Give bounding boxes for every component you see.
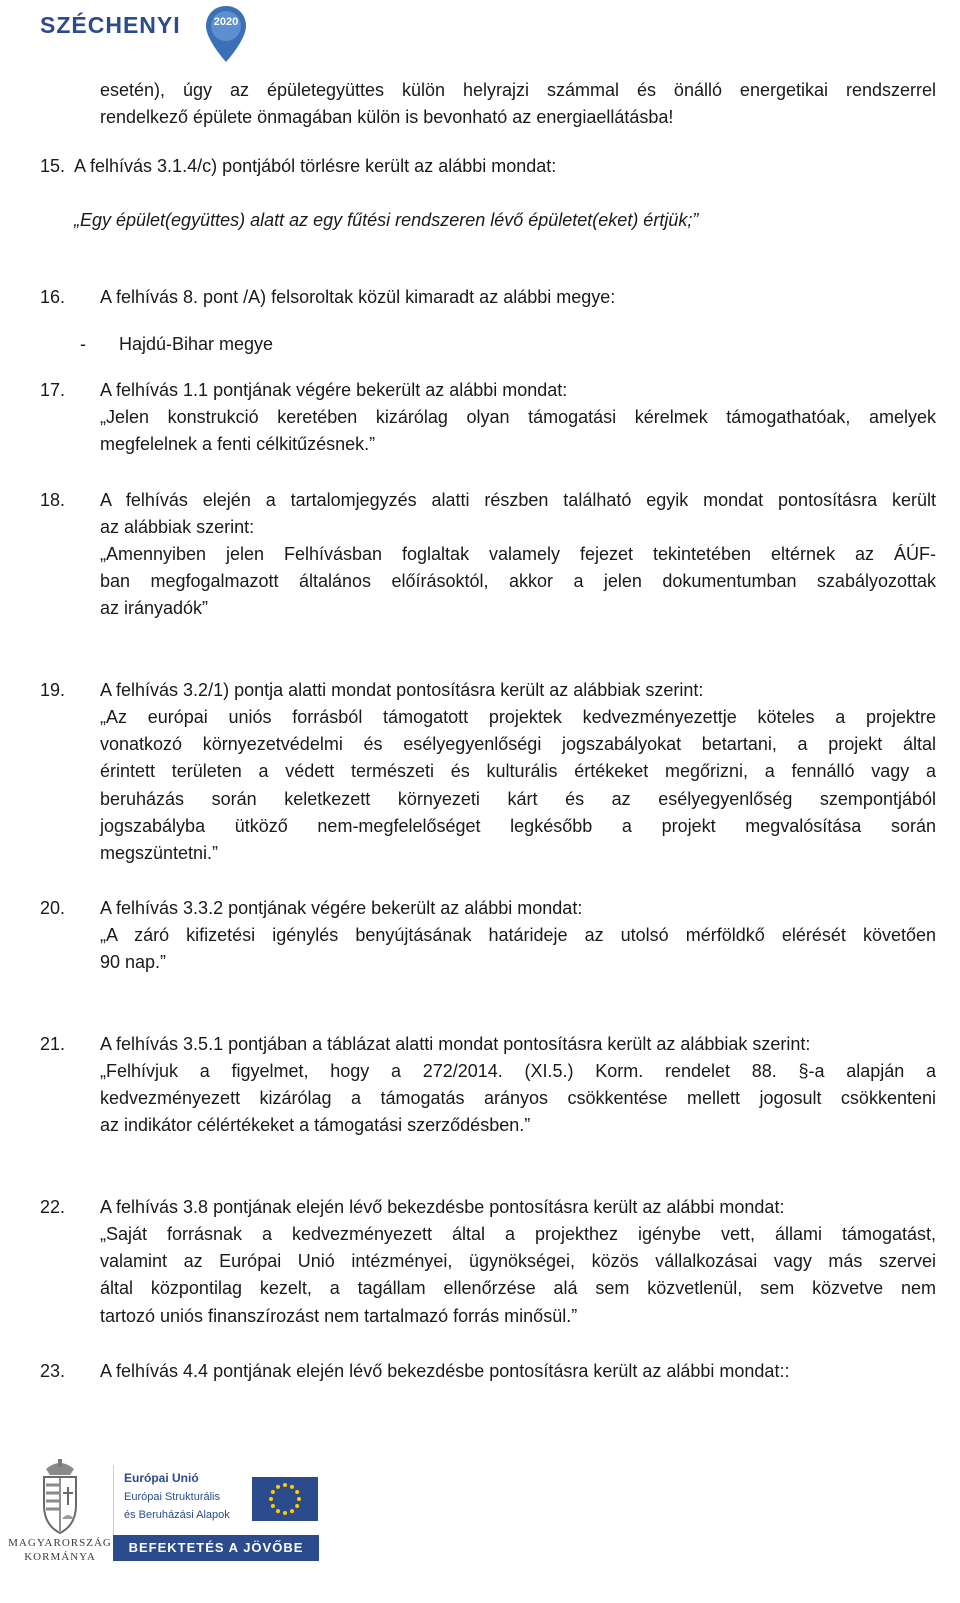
government-label-line1: MAGYARORSZÁG [8, 1537, 112, 1549]
eu-star-icon [295, 1504, 299, 1508]
location-pin-icon [204, 4, 248, 64]
item-number: 19. [40, 680, 66, 700]
eu-banner: BEFEKTETÉS A JÖVŐBE [113, 1535, 319, 1561]
eu-star-icon [271, 1490, 275, 1494]
eu-star-icon [276, 1509, 280, 1513]
item-line: érintett területen a védett természeti és kulturális értékeket megőrizni, a fennálló vagy a [100, 761, 936, 781]
eu-star-icon [269, 1497, 273, 1501]
item-line: az indikátor célértékeket a támogatási szerződésben.” [100, 1115, 531, 1135]
eu-star-icon [290, 1485, 294, 1489]
eu-flag-icon [252, 1477, 318, 1521]
eu-star-icon [276, 1485, 280, 1489]
item-line: A felhívás 1.1 pontjának végére bekerült az alábbi mondat: [100, 380, 568, 400]
item-line: valamint az Európai Unió intézményei, ügynökségei, közös vállalkozásai vagy más szervei [100, 1251, 936, 1271]
item-line: beruházás során keletkezett környezeti kárt és az esélyegyenlőség szempontjából [100, 789, 936, 809]
item-line: kedvezményezett kizárólag a támogatás arányos csökkentése mellett jogosult csökkenteni [100, 1088, 936, 1108]
eu-fund-line2: és Beruházási Alapok [124, 1509, 230, 1521]
item-line: „Saját forrásnak a kedvezményezett által a projekthez igénybe vett, állami támogatást, [100, 1224, 936, 1244]
szechenyi-2020-logo [40, 4, 240, 62]
item-line: „Amennyiben jelen Felhívásban foglaltak valamely fejezet tekintetében eltérnek az ÁÚF- [100, 544, 936, 564]
government-label-line2: KORMÁNYA [24, 1551, 96, 1563]
footer-logos [0, 1455, 960, 1603]
eu-star-icon [283, 1483, 287, 1487]
paragraph-line: rendelkező épülete önmagában külön is bevonható az energiaellátásba! [100, 107, 674, 127]
eu-star-icon [283, 1511, 287, 1515]
item-number: 17. [40, 380, 66, 400]
item-line: által központilag kezelt, a tagállam ellenőrzése alá sem közvetlenül, sem közvetve nem [100, 1278, 936, 1298]
item-line: „Jelen konstrukció keretében kizárólag olyan támogatási kérelmek támogathatóak, amelyek [100, 407, 936, 427]
paragraph-line: esetén), úgy az épületegyüttes külön helyrajzi számmal és önálló energetikai rendszerrel [100, 80, 936, 100]
item-number: 15. [40, 156, 66, 176]
item-line: megszüntetni.” [100, 843, 219, 863]
quoted-sentence: „Egy épület(együttes) alatt az egy fűtési rendszeren lévő épületet(eket) értjük;” [74, 210, 699, 230]
item-number: 18. [40, 490, 66, 510]
item-number: 16. [40, 287, 66, 307]
item-line: az alábbiak szerint: [100, 517, 255, 537]
item-line: A felhívás 3.2/1) pontja alatti mondat pontosításra került az alábbiak szerint: [100, 680, 704, 700]
item-number: 21. [40, 1034, 66, 1054]
item-text: A felhívás 4.4 pontjának elején lévő bekezdésbe pontosításra került az alábbi mondat:: [100, 1361, 790, 1381]
item-number: 23. [40, 1361, 66, 1381]
item-line: tartozó uniós finanszírozást nem tartalmazó forrás minősül.” [100, 1306, 578, 1326]
eu-star-icon [271, 1504, 275, 1508]
item-line: megfelelnek a fenti célkitűzésnek.” [100, 434, 376, 454]
item-line: „A záró kifizetési igénylés benyújtásának határideje az utolsó mérföldkő elérését követően [100, 925, 936, 945]
item-line: ban megfogalmazott általános előírásoktól, akkor a jelen dokumentumban szabályozottak [100, 571, 936, 591]
item-text: A felhívás 8. pont /A) felsoroltak közül kimaradt az alábbi megye: [100, 287, 616, 307]
item-line: 90 nap.” [100, 952, 167, 972]
eu-fund-line1: Európai Strukturális [124, 1491, 220, 1503]
item-line: vonatkozó környezetvédelmi és esélyegyenlőségi jogszabályokat betartani, a projekt által [100, 734, 936, 754]
item-line: jogszabályba ütköző nem-megfelelőséget legkésőbb a projekt megvalósítása során [100, 816, 936, 836]
item-line: A felhívás 3.5.1 pontjában a táblázat alatti mondat pontosításra került az alábbiak szerint: [100, 1034, 811, 1054]
item-line: az irányadók” [100, 598, 209, 618]
item-line: „Az európai uniós forrásból támogatott projektek kedvezményezettje köteles a projektre [100, 707, 936, 727]
item-line: A felhívás 3.8 pontjának elején lévő bekezdésbe pontosításra került az alábbi mondat: [100, 1197, 785, 1217]
item-text: A felhívás 3.1.4/c) pontjából törlésre került az alábbi mondat: [74, 156, 557, 176]
eu-title: Európai Unió [124, 1471, 199, 1485]
item-line: A felhívás elején a tartalomjegyzés alatti részben található egyik mondat pontosításra került [100, 490, 936, 510]
logo-wordmark: SZÉCHENYI [40, 12, 181, 38]
bullet-text: Hajdú-Bihar megye [119, 334, 274, 354]
item-number: 22. [40, 1197, 66, 1217]
bullet-dash: - [80, 334, 86, 354]
item-line: A felhívás 3.3.2 pontjának végére bekerült az alábbi mondat: [100, 898, 583, 918]
eu-star-icon [297, 1497, 301, 1501]
item-line: „Felhívjuk a figyelmet, hogy a 272/2014. (XI.5.) Korm. rendelet 88. §-a alapján a [100, 1061, 936, 1081]
hungarian-coat-of-arms-icon [28, 1455, 92, 1535]
eu-star-icon [295, 1490, 299, 1494]
item-number: 20. [40, 898, 66, 918]
eu-star-icon [290, 1509, 294, 1513]
logo-year: 2020 [213, 16, 239, 28]
